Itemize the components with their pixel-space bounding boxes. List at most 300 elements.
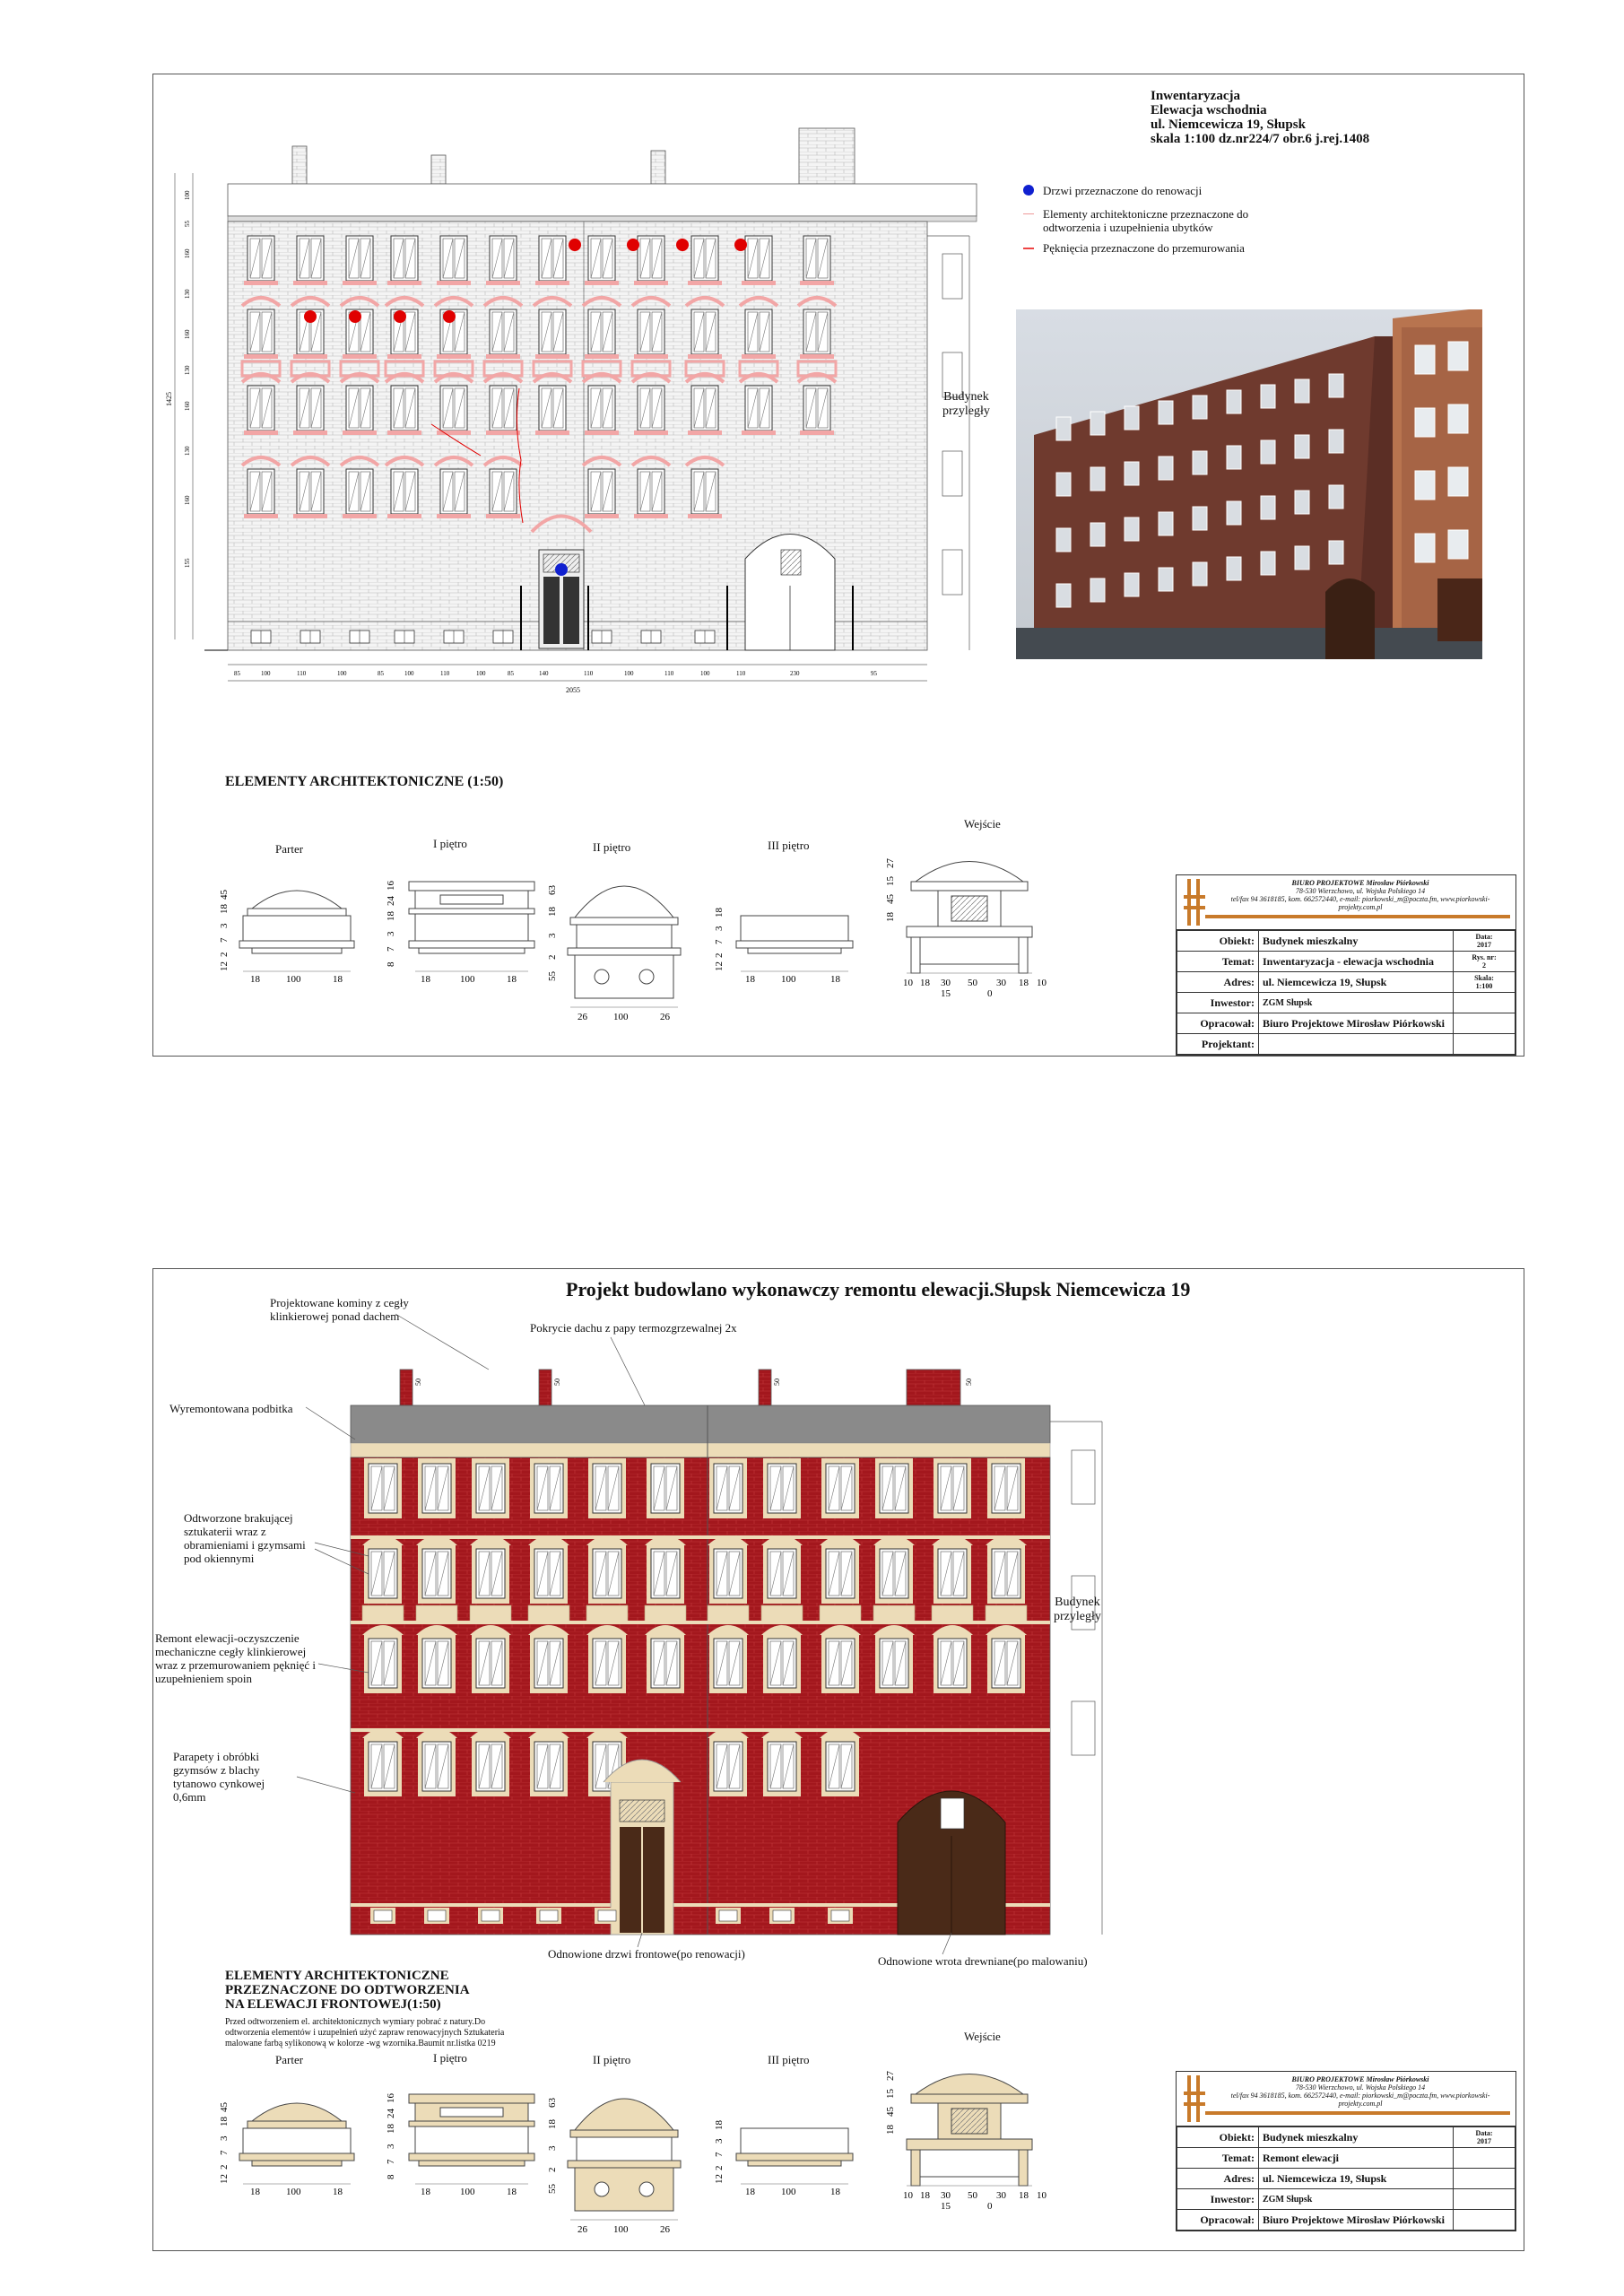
photo-window (1056, 417, 1071, 440)
stamp-meta-label: Skala: (1474, 974, 1494, 982)
photo-window (1227, 501, 1241, 525)
element-label-parter: Parter (275, 842, 304, 856)
stamp-value: ZGM Słupsk (1259, 2189, 1454, 2210)
stamp-row (1177, 931, 1515, 952)
detail-dim: 10 (903, 978, 913, 988)
detail-dim: 18 (714, 908, 725, 918)
detail-dim: 26 (578, 1012, 587, 1022)
detail-dim: 18 (885, 912, 896, 922)
detail-dim: 16 (386, 2093, 396, 2103)
dim-bottom-label: 100 (337, 670, 347, 677)
detail-dim: 26 (578, 2224, 587, 2235)
detail-dim: 3 (386, 2144, 396, 2149)
annotation-gate: Odnowione wrota drewniane(po malowaniu) (878, 1954, 1088, 1968)
detail-dim: 100 (781, 974, 796, 985)
detail-dim: 3 (714, 2138, 725, 2144)
photo-window (1329, 374, 1343, 397)
dim-bottom-label: 140 (539, 670, 549, 677)
photo-window (1056, 528, 1071, 552)
detail-dim: 18 (1019, 2190, 1029, 2201)
photo-window (1159, 457, 1173, 480)
photo-window (1295, 546, 1309, 570)
detail-parter (239, 2103, 354, 2166)
stamp-key: Inwestor: (1177, 993, 1259, 1013)
blue-marker (555, 563, 568, 576)
detail-dim: 10 (1037, 978, 1046, 988)
dim-bottom-label: 85 (378, 670, 384, 677)
stamp-row (1177, 2169, 1515, 2189)
dim-bottom-label: 100 (476, 670, 486, 677)
facade-inventory-drawing (162, 101, 987, 711)
detail-dim: 18 (421, 2187, 430, 2197)
biuro-header (1177, 875, 1515, 930)
annotation-leader-lines (153, 1269, 1525, 1987)
stamp-value: ul. Niemcewicza 19, Słupsk (1259, 972, 1454, 993)
building-photo (1016, 309, 1482, 659)
detail-iii-pietro (736, 2128, 853, 2166)
window (486, 236, 520, 285)
element-label-wejscie: Wejście (964, 2030, 1001, 2043)
detail-dim: 50 (968, 2190, 977, 2201)
red-marker (349, 310, 361, 323)
stamp-value (1259, 1034, 1454, 1055)
dim-left-label: 130 (184, 365, 191, 375)
dimension-left (165, 173, 193, 639)
sheet2-stamp (1176, 2071, 1516, 2231)
window (387, 236, 421, 285)
photo-window (1056, 473, 1071, 496)
detail-dim: 2 (547, 954, 558, 960)
stamp-row (1177, 952, 1515, 972)
stamp-meta (1454, 993, 1515, 1013)
detail-dim: 18 (250, 974, 260, 985)
stamp-key: Temat: (1177, 2148, 1259, 2169)
dim-left-total: 1425 (165, 392, 173, 406)
detail-dim: 7 (714, 939, 725, 944)
red-marker (734, 239, 747, 251)
dimension-bottom (228, 665, 927, 694)
detail-dim: 45 (885, 2107, 896, 2117)
dim-bottom-label: 85 (508, 670, 514, 677)
chimney (431, 155, 446, 184)
basement-window (592, 631, 612, 643)
detail-dim: 18 (547, 2119, 558, 2129)
stamp-value: Budynek mieszkalny (1259, 2127, 1454, 2148)
stamp-key: Adres: (1177, 2169, 1259, 2189)
stamp-value: Budynek mieszkalny (1259, 931, 1454, 952)
photo-window (1193, 562, 1207, 586)
detail-dim: 18 (507, 2187, 517, 2197)
sheet2-title: Projekt budowlano wykonawczy remontu elewacji.Słupsk Niemcewicza 19 (566, 1278, 1191, 1300)
legend-blue-dot: Drzwi przeznaczone do renowacji (1023, 184, 1202, 197)
red-marker (304, 310, 317, 323)
photo-window (1159, 512, 1173, 535)
detail-dim: 15 (941, 988, 951, 999)
detail-dim: 63 (547, 2098, 558, 2108)
detail-wejscie (907, 862, 1032, 974)
detail-dim: 15 (941, 2201, 951, 2212)
stamp-row (1177, 2210, 1515, 2231)
basement-window (350, 631, 369, 643)
photo-window (1227, 446, 1241, 469)
detail-dim: 26 (660, 1012, 670, 1022)
biuro-name: BIURO PROJEKTOWE Mirosław Piórkowski (1291, 879, 1429, 887)
red-line-icon (1023, 248, 1034, 249)
detail-ii-pietro (568, 886, 681, 998)
photo-window (1295, 379, 1309, 403)
stamp-meta (1454, 2127, 1515, 2148)
detail-dim: 2 (219, 952, 230, 957)
annotation-chimneys: Projektowane kominy z cegły klinkierowej ponad dachem (270, 1296, 409, 1323)
detail-dim: 100 (781, 2187, 796, 2197)
stamp-key: Opracował: (1177, 1013, 1259, 1034)
stamp-meta-value: 1:100 (1475, 982, 1493, 990)
photo-window (1295, 435, 1309, 458)
chimney-dim: 50 (553, 1378, 561, 1386)
detail-i-pietro (409, 882, 534, 953)
detail-dim: 18 (219, 2117, 230, 2126)
detail-dim: 3 (219, 923, 230, 928)
photo-window (1295, 491, 1309, 514)
photo-window (1448, 530, 1468, 559)
stamp-row (1177, 1013, 1515, 1034)
basement-window (300, 631, 320, 643)
dim-bottom-label: 110 (440, 670, 450, 677)
stamp-key: Temat: (1177, 952, 1259, 972)
blue-dot-icon (1023, 185, 1034, 196)
detail-dim: 30 (941, 2190, 951, 2201)
element-label-i-pietro: I piętro (433, 2051, 467, 2065)
stamp-value: Remont elewacji (1259, 2148, 1454, 2169)
stamp-meta-value: 2017 (1477, 2137, 1491, 2145)
stamp-key: Adres: (1177, 972, 1259, 993)
detail-dim: 3 (714, 926, 725, 931)
element-label-iii-pietro: III piętro (768, 839, 810, 852)
detail-dim: 3 (547, 933, 558, 938)
photo-window (1448, 342, 1468, 370)
legend-red-dot: Elementy architektoniczne przeznaczone do odtworzenia i uzupełnienia ubytków (1023, 207, 1301, 234)
basement-window (641, 631, 661, 643)
photo-window (1261, 385, 1275, 408)
dim-left-label: 160 (184, 495, 191, 505)
photo-window (1159, 568, 1173, 591)
stamp-row (1177, 993, 1515, 1013)
stamp-key: Projektant: (1177, 1034, 1259, 1055)
detail-dim: 7 (386, 2159, 396, 2164)
chimney (799, 128, 855, 184)
biuro-header (1177, 2072, 1515, 2126)
stamp-value: ul. Niemcewicza 19, Słupsk (1259, 2169, 1454, 2189)
chimney-dim: 50 (965, 1378, 973, 1386)
photo-window (1329, 541, 1343, 564)
photo-window (1227, 557, 1241, 580)
detail-dim: 55 (547, 971, 558, 981)
element-label-parter: Parter (275, 2053, 304, 2066)
basement-window (444, 631, 464, 643)
stamp-key: Obiekt: (1177, 2127, 1259, 2148)
dim-left-label: 55 (184, 221, 191, 227)
photo-window (1448, 404, 1468, 433)
sheet2-elements-note: Przed odtworzeniem el. architektonicznych wymiary pobrać z natury.Do odtworzenia elementów i uzupełnień użyć zapraw renowacyjnych Sztukateria malowane farbą sylikonową w kolorze -wg wzornika.Baumit nr.listka 0219 (225, 2017, 505, 2048)
detail-dim: 7 (714, 2152, 725, 2157)
photo-window (1125, 573, 1139, 596)
dim-bottom-label: 110 (736, 670, 746, 677)
dim-bottom-label: 230 (790, 670, 800, 677)
chimney (651, 151, 665, 184)
dim-left-label: 160 (184, 248, 191, 258)
detail-dim: 100 (460, 974, 475, 985)
element-label-ii-pietro: II piętro (593, 2053, 631, 2066)
basement-window (395, 631, 414, 643)
annotation-stucco: Odtworzone brakującej sztukaterii wraz z obramieniami i gzymsami pod okiennymi (184, 1511, 306, 1565)
stamp-logo-icon (1184, 2075, 1205, 2122)
red-marker (443, 310, 456, 323)
detail-dim: 18 (920, 2190, 930, 2201)
detail-dim: 45 (219, 2102, 230, 2112)
detail-dim: 100 (613, 2224, 629, 2235)
detail-dim: 12 (714, 961, 725, 971)
detail-dim: 50 (968, 978, 977, 988)
stamp-meta-value: 2017 (1477, 941, 1491, 949)
gate (745, 535, 835, 651)
dim-bottom-label: 85 (234, 670, 240, 677)
chimney-dim: 50 (773, 1378, 781, 1386)
stamp-key: Obiekt: (1177, 931, 1259, 952)
stamp-meta (1454, 972, 1515, 993)
detail-dim: 26 (660, 2224, 670, 2235)
annotation-soffit: Wyremontowana podbitka (169, 1402, 293, 1415)
stamp-meta (1454, 2189, 1515, 2210)
dim-bottom-label: 95 (871, 670, 877, 677)
dim-bottom-label: 100 (624, 670, 634, 677)
stamp-meta-label: Rys. nr: (1472, 953, 1497, 961)
detail-dim: 27 (885, 2071, 896, 2081)
stamp-row (1177, 972, 1515, 993)
detail-dim: 10 (903, 2190, 913, 2201)
legend-red-line: Pęknięcia przeznaczone do przemurowania (1023, 241, 1245, 255)
photo-window (1415, 534, 1435, 562)
window (688, 236, 722, 285)
detail-dim: 18 (547, 907, 558, 917)
detail-dim: 18 (885, 2125, 896, 2135)
detail-dim: 24 (386, 2109, 396, 2118)
window (535, 236, 569, 285)
detail-dim: 18 (386, 911, 396, 921)
stamp-row (1177, 2148, 1515, 2169)
dim-bottom-label: 100 (404, 670, 414, 677)
element-label-iii-pietro: III piętro (768, 2053, 810, 2066)
detail-dim: 12 (219, 961, 230, 971)
stamp-value: Biuro Projektowe Mirosław Piórkowski (1259, 2210, 1454, 2231)
detail-dim: 18 (421, 974, 430, 985)
photo-window (1090, 578, 1105, 602)
dim-bottom-label: 100 (261, 670, 271, 677)
detail-dim: 45 (885, 894, 896, 904)
chimney (292, 146, 307, 184)
detail-dim: 55 (547, 2184, 558, 2194)
inventory-sheet (152, 74, 1524, 1057)
stamp-row (1177, 2127, 1515, 2148)
detail-dim: 3 (386, 931, 396, 936)
photo-window (1415, 408, 1435, 437)
stamp-value: Biuro Projektowe Mirosław Piórkowski (1259, 1013, 1454, 1034)
detail-dim: 12 (219, 2174, 230, 2184)
detail-dim: 0 (987, 2201, 993, 2212)
dim-total: 2055 (566, 686, 580, 694)
detail-dim: 18 (219, 904, 230, 914)
stamp-meta (1454, 1013, 1515, 1034)
stamp-key: Opracował: (1177, 2210, 1259, 2231)
red-marker (569, 239, 581, 251)
photo-window (1448, 467, 1468, 496)
adjacent-building (927, 236, 969, 650)
photo-window (1261, 440, 1275, 464)
stamp-meta (1454, 2148, 1515, 2169)
detail-dim: 18 (333, 2187, 343, 2197)
detail-iii-pietro (736, 916, 853, 953)
detail-dim: 100 (286, 974, 301, 985)
stamp-logo-icon (1184, 879, 1205, 926)
detail-dim: 10 (1037, 2190, 1046, 2201)
red-marker (676, 239, 689, 251)
detail-wejscie (907, 2074, 1032, 2187)
detail-i-pietro (409, 2094, 534, 2166)
photo-window (1125, 406, 1139, 430)
photo-window (1125, 517, 1139, 541)
stamp-meta (1454, 1034, 1515, 1055)
stamp-meta (1454, 2210, 1515, 2231)
detail-dim: 100 (286, 2187, 301, 2197)
stamp-key: Inwestor: (1177, 2189, 1259, 2210)
adjacent-building-label: Budynek przyległy (942, 390, 990, 418)
detail-dim: 7 (219, 2150, 230, 2155)
dim-left-label: 130 (184, 446, 191, 456)
biuro-contact: tel/fax 94 3618185, kom. 662572440, e-mail: piorkowski_m@poczta.fm, www.piorkowski-projekty.com.pl (1230, 2092, 1490, 2108)
stamp-value: ZGM Słupsk (1259, 993, 1454, 1013)
roof-band (228, 184, 977, 216)
annotation-facade: Remont elewacji-oczyszczenie mechaniczne cegły klinkierowej wraz z przemurowaniem pęknięć i uzupełnieniem spoin (155, 1631, 317, 1685)
photo-window (1227, 390, 1241, 413)
detail-ii-pietro (568, 2099, 681, 2211)
detail-dim: 7 (219, 937, 230, 943)
detail-dim: 2 (714, 952, 725, 958)
detail-dim: 18 (1019, 978, 1029, 988)
element-label-wejscie: Wejście (964, 817, 1001, 831)
window (585, 236, 619, 285)
red-marker (394, 310, 406, 323)
renovation-sheet (152, 1268, 1524, 2251)
stamp-meta-label: Data: (1475, 2129, 1493, 2137)
dim-bottom-label: 110 (584, 670, 594, 677)
stamp-meta-label: Data: (1475, 933, 1493, 941)
photo-window (1056, 584, 1071, 607)
detail-dim: 100 (613, 1012, 629, 1022)
dim-left-label: 160 (184, 329, 191, 339)
photo-window (1193, 451, 1207, 474)
stamp-meta (1454, 2169, 1515, 2189)
dim-left-label: 100 (184, 190, 191, 200)
basement-window (493, 631, 513, 643)
stamp-value: Inwentaryzacja - elewacja wschodnia (1259, 952, 1454, 972)
dim-bottom-label: 110 (297, 670, 307, 677)
detail-dim: 18 (745, 2187, 755, 2197)
photo-window (1261, 496, 1275, 519)
adjacent-building-label: Budynek przyległy (1054, 1596, 1101, 1623)
detail-dim: 16 (386, 881, 396, 891)
stamp-meta-value: 2 (1482, 961, 1486, 970)
window (293, 236, 327, 285)
detail-dim: 12 (714, 2174, 725, 2184)
detail-dim: 18 (920, 978, 930, 988)
detail-dim: 30 (941, 978, 951, 988)
window (244, 236, 278, 285)
detail-dim: 18 (830, 2187, 840, 2197)
detail-dim: 15 (885, 876, 896, 886)
dim-left-label: 160 (184, 401, 191, 411)
basement-window (695, 631, 715, 643)
window (343, 236, 377, 285)
photo-window (1090, 467, 1105, 491)
annotation-sills: Parapety i obróbki gzymsów z blachy tytanowo cynkowej 0,6mm (173, 1750, 265, 1804)
detail-dim: 18 (250, 2187, 260, 2197)
chimney-dim: 50 (414, 1378, 422, 1386)
window (437, 236, 471, 285)
detail-dim: 18 (714, 2120, 725, 2130)
detail-dim: 0 (987, 988, 993, 999)
stamp-meta (1454, 952, 1515, 972)
detail-dim: 18 (386, 2124, 396, 2134)
red-line-thin-icon (1023, 213, 1034, 214)
detail-dim: 24 (386, 896, 396, 906)
stamp-row (1177, 2189, 1515, 2210)
element-label-ii-pietro: II piętro (593, 840, 631, 854)
detail-dim: 30 (996, 978, 1006, 988)
photo-window (1415, 345, 1435, 374)
detail-dim: 8 (386, 2174, 396, 2179)
detail-dim: 18 (745, 974, 755, 985)
detail-parter (239, 891, 354, 953)
photo-window (1415, 471, 1435, 500)
detail-dim: 30 (996, 2190, 1006, 2201)
biuro-name: BIURO PROJEKTOWE Mirosław Piórkowski (1291, 2075, 1429, 2083)
photo-window (1329, 485, 1343, 509)
sheet2-elements-title: ELEMENTY ARCHITEKTONICZNE PRZEZNACZONE DO ODTWORZENIA NA ELEWACJI FRONTOWEJ(1:50) (225, 1969, 470, 2012)
red-marker (627, 239, 639, 251)
photo-window (1193, 507, 1207, 530)
detail-dim: 2 (219, 2164, 230, 2170)
photo-window (1090, 412, 1105, 435)
detail-dim: 3 (547, 2145, 558, 2151)
detail-dim: 15 (885, 2089, 896, 2099)
annotation-roof: Pokrycie dachu z papy termozgrzewalnej 2x (530, 1321, 737, 1335)
element-label-i-pietro: I piętro (433, 837, 467, 850)
elements-details-inventory (207, 846, 1104, 1043)
stamp-row (1177, 1034, 1515, 1055)
detail-dim: 7 (386, 946, 396, 952)
sheet1-stamp (1176, 874, 1516, 1056)
detail-dim: 3 (219, 2135, 230, 2141)
detail-dim: 2 (547, 2167, 558, 2172)
biuro-address: 78-530 Wierzchowo, ul. Wojska Polskiego 14 (1295, 2083, 1426, 2092)
photo-window (1125, 462, 1139, 485)
biuro-contact: tel/fax 94 3618185, kom. 662572440, e-mail: piorkowski_m@poczta.fm, www.piorkowski-projekty.com.pl (1230, 895, 1490, 911)
detail-dim: 8 (386, 961, 396, 967)
detail-dim: 63 (547, 885, 558, 895)
photo-window (1329, 430, 1343, 453)
dim-left-label: 130 (184, 289, 191, 299)
basement-window (251, 631, 271, 643)
detail-dim: 18 (830, 974, 840, 985)
